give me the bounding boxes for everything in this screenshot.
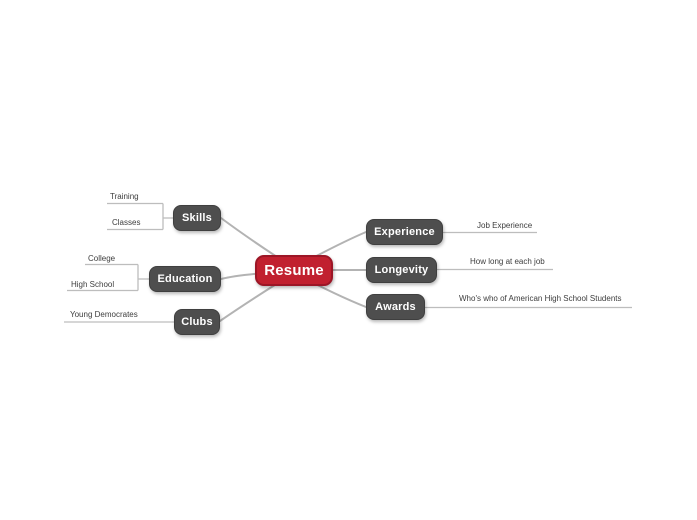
topic-label: Awards [375, 301, 416, 313]
topic-node-clubs[interactable] [174, 309, 220, 335]
topic-label: Longevity [374, 264, 429, 276]
child-label-job-experience[interactable]: Job Experience [477, 221, 533, 230]
child-label-college[interactable]: College [88, 254, 116, 263]
topic-label: Skills [182, 212, 212, 224]
topic-node-education[interactable] [149, 266, 221, 292]
topic-node-longevity[interactable] [366, 257, 437, 283]
child-label-classes[interactable]: Classes [112, 218, 141, 227]
root-node-resume[interactable] [255, 255, 333, 286]
child-label-young-democrates[interactable]: Young Democrates [70, 310, 138, 319]
topic-node-skills[interactable] [173, 205, 221, 231]
root-node-label: Resume [264, 262, 324, 279]
child-label-how-long-at-each-job[interactable]: How long at each job [470, 257, 545, 266]
topic-node-awards[interactable] [366, 294, 425, 320]
child-label-high-school[interactable]: High School [71, 280, 115, 289]
topic-label: Experience [374, 226, 435, 238]
topic-label: Clubs [181, 316, 213, 328]
child-label-whos-who[interactable]: Who's who of American High School Students [459, 294, 622, 303]
child-label-training[interactable]: Training [110, 192, 139, 201]
topic-node-experience[interactable] [366, 219, 443, 245]
topic-label: Education [157, 273, 213, 285]
